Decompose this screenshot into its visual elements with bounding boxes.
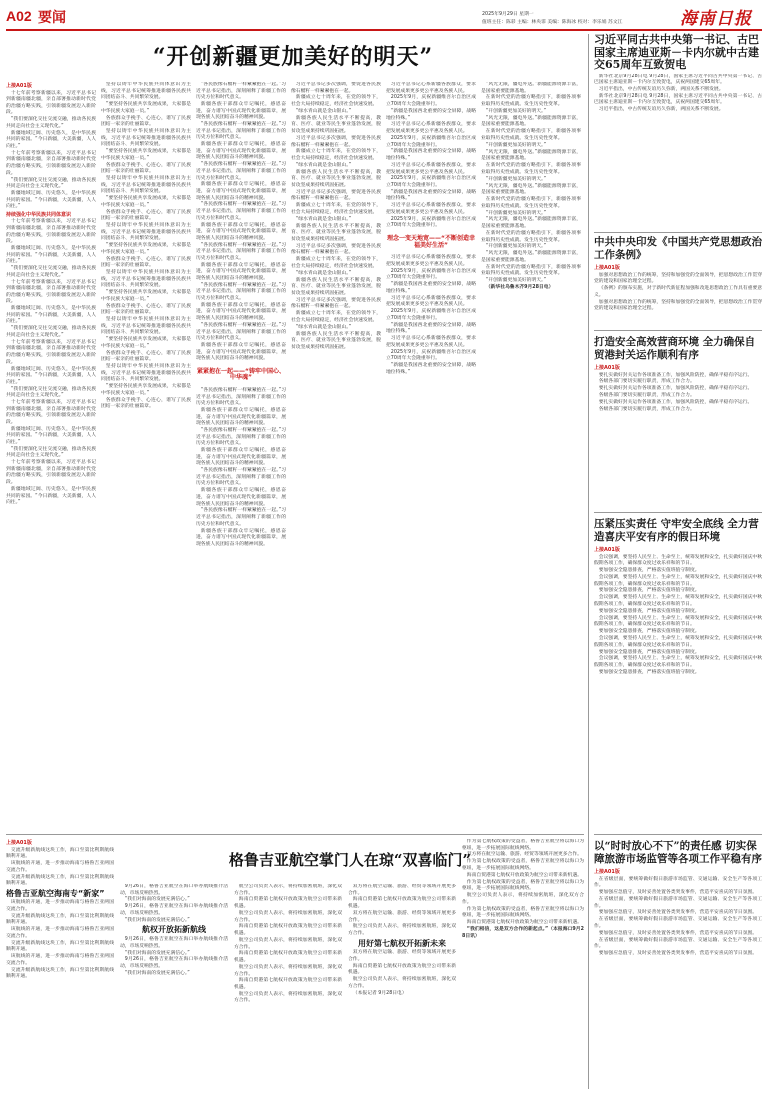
paragraph: 十七年前考察新疆以来，习近平总书记到新疆南疆北疆，亲自部署推动新时代党的治疆方略实践，引领新疆发展迈入新阶段。 (6, 460, 96, 486)
paragraph: 在省级层面，要统筹做好假日旅游市场监管、交通运输、安全生产等各项工作。 (594, 917, 762, 929)
sidebar-divider (594, 232, 762, 233)
paragraph: 双方将在航空运输、旅游、经贸等领域开展更多合作。 (348, 950, 456, 962)
main-column-2 (101, 82, 191, 832)
continued-tag: 上接A01版 (594, 547, 620, 553)
sidebar-article-3 (594, 336, 762, 514)
paragraph: 新疆地域辽阔、历史悠久，是中华民族共同的家园。“今日新疆，大美新疆，人人向往。” (6, 426, 96, 445)
paragraph: 新疆各族人民生活水平不断提高，教育、医疗、就业等民生事业蓬勃发展，脱贫攻坚成果持续巩固拓展。 (291, 331, 381, 350)
paragraph: 交流升级新航线这块工作，海口至第比利斯航线顺利开通。 (6, 967, 114, 980)
paragraph: 在省级层面，要统筹做好假日旅游市场监管、交通运输、安全生产等各项工作。 (594, 896, 762, 909)
paragraph: 新疆地域辽阔、历史悠久，是中华民族共同的家园。“今日新疆，大美新疆，人人向往。” (6, 306, 96, 325)
paragraph: 坚持以铸牢中华民族共同体意识为主线，习近平总书记统筹推进新疆各民族共同团结奋斗、共同繁荣发展。 (101, 82, 191, 101)
paragraph: 新疆各族人民生活水平不断提高，教育、医疗、就业等民生事业蓬勃发展，脱贫攻坚成果持续巩固拓展。 (291, 169, 381, 188)
paragraph: 新疆地域辽阔、历史悠久，是中华民族共同的家园。“今日新疆，大美新疆，人人向往。” (6, 190, 96, 210)
paragraph: 作为第七航权政策的受益者，格鲁吉亚航空将以海口为枢纽，进一步拓展国际航线网络。 (462, 879, 584, 892)
paragraph: “各民族像石榴籽一样紧紧抱在一起。”习近平总书记指出，深刻阐释了新疆工作的历史方位和时代意义。 (196, 322, 286, 342)
paragraph: “要坚持各民族共享发展成果，大家都是中华民族大家庭一员。” (101, 196, 191, 208)
paragraph: 习近平总书记多次强调，要促进各民族像石榴籽一样紧紧抱在一起。 (291, 82, 381, 94)
bottom-column-2 (120, 884, 228, 1091)
paragraph: 在新时代党的治疆方略指引下，新疆各项事业取得历史性成就、发生历史性变革。 (481, 163, 581, 175)
paragraph: 海南自贸港第七航权开放政策为航空公司带来新机遇。 (348, 963, 456, 976)
paragraph: “开创新疆更加美好的明天。” (485, 278, 546, 284)
paragraph: “各民族像石榴籽一样紧紧抱在一起。”习近平总书记指出，深刻阐释了新疆工作的历史方位和时代意义。 (196, 122, 286, 141)
paragraph: 各级各部门要切实履行职责，形成工作合力。 (598, 407, 695, 413)
paragraph: “各民族像石榴籽一样紧紧抱在一起。”习近平总书记指出，深刻阐释了新疆工作的历史方位和时代意义。 (196, 162, 286, 181)
paragraph: 习近平指出，中古传统友谊历久弥新，两国关系不断发展。 (598, 107, 724, 113)
paragraph: 十七年前考察新疆以来，习近平总书记到新疆南疆北疆，亲自部署推动新时代党的治疆方略实践，引领新疆发展迈入新阶段。 (6, 339, 96, 365)
paragraph: 新疆地域辽阔、历史悠久，是中华民族共同的家园。“今日新疆，大美新疆，人人向往。” (6, 486, 96, 506)
paragraph: 坚持以铸牢中华民族共同体意识为主线，习近平总书记统筹推进新疆各民族共同团结奋斗、共同繁荣发展。 (101, 129, 191, 148)
paragraph: 新疆各族干部群众牢记嘱托，感恩奋进，奋力谱写中国式现代化新疆篇章，展现各族人民团结奋斗的精神风貌。 (196, 302, 286, 322)
bottom-column-3 (234, 884, 342, 1091)
continued-tag: 上接A01版 (6, 840, 32, 846)
paragraph: 习近平总书记心系新疆各族群众，要求把发展成果更多更公平惠及各族人民。 (386, 82, 476, 94)
paragraph: 作为第七航权政策的受益者，格鲁吉亚航空将以海口为枢纽，进一步拓展国际航线网络。 (462, 859, 584, 871)
continued-tag: 上接A01版 (594, 265, 620, 271)
paragraph: 习近平总书记心系新疆各族群众，要求把发展成果更多更公平惠及各族人民。 (386, 295, 476, 308)
paragraph: 该航线的开通，进一步推动海南与格鲁吉亚两国交流合作。 (6, 954, 114, 966)
paragraph: 航空公司负责人表示，将持续加密航班，深化双方合作。 (348, 977, 456, 989)
paragraph: “绿水青山就是金山银山。” (295, 162, 352, 168)
sidebar-headline: 压紧压实责任 守牢安全底线 全力营造喜庆平安有序的假日环境 (594, 518, 759, 543)
paragraph: 习近平总书记多次强调，要促进各民族像石榴籽一样紧紧抱在一起。 (291, 243, 381, 256)
sidebar-headline: 中共中央印发《中国共产党思想政治工作条例》 (594, 236, 762, 261)
sidebar-body (594, 546, 762, 801)
paragraph: “我们要深化交往交流交融，推动各民族共同走向社会主义现代化。” (6, 177, 96, 190)
paragraph: 交流升级新航线这块工作，海口至第比利斯航线顺利开通。 (6, 913, 114, 926)
paragraph: 要加强安全隐患排查，严格落实值班值守制度。 (598, 629, 700, 635)
sidebar-body (594, 868, 762, 1078)
paragraph: 双方将在航空运输、旅游、经贸等领域开展更多合作。 (348, 884, 456, 896)
paragraph: 加强对思想政治工作的统筹，坚持和加强党的全面领导，把思想政治工作贯穿党的建设和国家治理全过程。 (594, 272, 762, 285)
continued-tag: 上接A01版 (594, 365, 620, 371)
paragraph: 新疆地域辽阔、历史悠久，是中华民族共同的家园。“今日新疆，大美新疆，人人向往。” (6, 366, 96, 385)
paragraph: 作为第七航权政策的受益者，格鲁吉亚航空将以海口为枢纽，进一步拓展国际航线网络。 (462, 906, 584, 919)
paragraph: 在省级层面，要统筹做好假日旅游市场监管、交通运输、安全生产等各项工作。 (594, 876, 762, 889)
paragraph: “要坚持各民族共享发展成果，大家都是中华民族大家庭一员。” (101, 149, 191, 161)
paragraph: “各民族像石榴籽一样紧紧抱在一起。”习近平总书记指出，深刻阐释了新疆工作的历史方位和时代意义。 (196, 508, 286, 527)
paragraph: 2025年9月，庆祝新疆维吾尔自治区成立70周年大会隆重举行。 (386, 135, 476, 148)
paragraph: 十七年前考察新疆以来，习近平总书记到新疆南疆北疆，亲自部署推动新时代党的治疆方略实践，引领新疆发展迈入新阶段。 (6, 150, 96, 176)
paragraph: 9月26日，格鲁吉亚航空在海口举办航线推介活动，市场反响热烈。 (120, 957, 228, 970)
paragraph: “新疆是我国西北重要的安全屏障，战略地位特殊。” (386, 363, 476, 375)
paragraph: “绿水青山就是金山银山。” (295, 324, 352, 330)
bottom-column-1 (6, 839, 114, 1091)
paragraph: “各民族像石榴籽一样紧紧抱在一起。”习近平总书记指出，深刻阐释了新疆工作的历史方位和时代意义。 (196, 468, 286, 487)
paragraph: 会议强调，要坚持人民至上、生命至上，统筹发展和安全，扎实做好国庆中秋假期各项工作，确保群众度过欢乐祥和的节日。 (594, 615, 762, 628)
paragraph: 海南自贸港第七航权开放政策为航空公司带来新机遇。 (466, 920, 582, 926)
paragraph: 坚持以铸牢中华民族共同体意识为主线，习近平总书记统筹推进新疆各民族共同团结奋斗、共同繁荣发展。 (101, 176, 191, 195)
paragraph: “开创新疆更加美好的明天。” (485, 142, 546, 148)
paragraph: 海南自贸港第七航权开放政策为航空公司带来新机遇。 (234, 897, 342, 910)
paragraph: 新疆成立七十周年来，在党的领导下，社会大局持续稳定，经济社会快速发展。 (291, 311, 381, 323)
continued-tag: 上接A01版 (594, 869, 620, 875)
paragraph: 海南自贸港第七航权开放政策为航空公司带来新机遇。 (234, 978, 342, 990)
paragraph: 新华社北京9月28日电 9月28日，国家主席习近平同古共中央第一书记、古巴国家主席迪亚斯－卡内尔互致贺电，庆祝两国建交65周年。 (594, 93, 762, 106)
paragraph: “各民族像石榴籽一样紧紧抱在一起。”习近平总书记指出，深刻阐释了新疆工作的历史方位和时代意义。 (196, 82, 286, 101)
sidebar-body (594, 364, 762, 514)
paragraph: 习近平总书记心系新疆各族群众，要求把发展成果更多更公平惠及各族人民。 (386, 162, 476, 175)
paragraph: 习近平总书记心系新疆各族群众，要求把发展成果更多更公平惠及各族人民。 (386, 122, 476, 135)
continued-tag: 上接A01版 (6, 83, 32, 89)
paragraph: “风光无限，疆电外送。”新疆能源资源丰富，是国家重要能源基地。 (481, 183, 581, 196)
paragraph: “各民族像石榴籽一样紧紧抱在一起。”习近平总书记指出，深刻阐释了新疆工作的历史方位和时代意义。 (196, 202, 286, 221)
paragraph: 各族群众手挽手、心连心，谱写了民族团结一家亲的壮丽篇章。 (101, 209, 191, 222)
bottom-column-5 (462, 839, 584, 1091)
subheading: 格鲁吉亚航空海南专“新家” (6, 888, 105, 898)
paragraph: 会议强调，要坚持人民至上、生命至上，统筹发展和安全，扎实做好国庆中秋假期各项工作，确保群众度过欢乐祥和的节日。 (594, 574, 762, 587)
sidebar-divider (594, 512, 762, 513)
paragraph: “开创新疆更加美好的明天。” (485, 108, 546, 114)
paragraph: 要加强应急值守，及时妥善处置各类突发事件，营造平安喜庆的节日氛围。 (598, 910, 758, 916)
paragraph: 新疆地域辽阔、历史悠久，是中华民族共同的家园。“今日新疆，大美新疆，人人向往。” (6, 246, 96, 265)
subheading: 紧紧抱在一起——“铸牢中国心、中华魂” (197, 367, 285, 382)
main-column-5 (386, 82, 476, 832)
paragraph: 十七年前考察新疆以来，习近平总书记到新疆南疆北疆，亲自部署推动新时代党的治疆方略实践，引领新疆发展迈入新阶段。 (6, 219, 96, 245)
paragraph: 要扎实做好封关运作各项准备工作，加强风险防控，确保平稳有序运行。 (598, 372, 753, 378)
paragraph: 航空公司负责人表示，将持续加密航班，深化双方合作。 (234, 884, 342, 896)
brand-logo: 海南日报 (680, 9, 752, 29)
paragraph: 2025年9月，庆祝新疆维吾尔自治区成立70周年大会隆重举行。 (386, 349, 476, 362)
paragraph: “各民族像石榴籽一样紧紧抱在一起。”习近平总书记指出，深刻阐释了新疆工作的历史方位和时代意义。 (196, 387, 286, 407)
paragraph: 新疆各族干部群众牢记嘱托，感恩奋进，奋力谱写中国式现代化新疆篇章，展现各族人民团结奋斗的精神风貌。 (196, 222, 286, 241)
sidebar-article-2 (594, 236, 762, 332)
paragraph: 坚持以铸牢中华民族共同体意识为主线，习近平总书记统筹推进新疆各民族共同团结奋斗、共同繁荣发展。 (101, 317, 191, 336)
section-name: 要闻 (38, 10, 66, 26)
paragraph: 习近平总书记心系新疆各族群众，要求把发展成果更多更公平惠及各族人民。 (386, 203, 476, 215)
paragraph: 习近平指出，中古传统友谊历久弥新，两国关系不断发展。 (598, 86, 724, 92)
paragraph: 航空公司负责人表示，将持续加密航班，深化双方合作。 (234, 964, 342, 977)
paragraph: 新疆成立七十周年来，在党的领导下，社会大局持续稳定，经济社会快速发展。 (291, 257, 381, 269)
paragraph: 2025年9月，庆祝新疆维吾尔自治区成立70周年大会隆重举行。 (386, 309, 476, 321)
paragraph: 在新时代党的治疆方略指引下，新疆各项事业取得历史性成就、发生历史性变革。 (481, 129, 581, 141)
paragraph: “新疆是我国西北重要的安全屏障，战略地位特殊。” (386, 282, 476, 294)
paragraph: 会议强调，要坚持人民至上、生命至上，统筹发展和安全，扎实做好国庆中秋假期各项工作，确保群众度过欢乐祥和的节日。 (594, 554, 762, 567)
paragraph: “绿水青山就是金山银山。” (295, 108, 352, 114)
paragraph: 新疆成立七十周年来，在党的领导下，社会大局持续稳定，经济社会快速发展。 (291, 149, 381, 162)
paragraph: “开创新疆更加美好的明天。” (485, 210, 546, 216)
sidebar-headline: 打造安全高效营商环境 全力确保自贸港封关运作顺利有序 (594, 336, 756, 361)
paragraph: 在省级层面，要统筹做好假日旅游市场监管、交通运输、安全生产等各项工作。 (594, 937, 762, 950)
paragraph: 交流升级新航线这块工作，海口至第比利斯航线顺利开通。 (6, 847, 114, 860)
paragraph: 各族群众手挽手、心连心，谱写了民族团结一家亲的壮丽篇章。 (101, 303, 191, 316)
paragraph: 作为第七航权政策的受益者，格鲁吉亚航空将以海口为枢纽，进一步拓展国际航线网络。 (462, 839, 584, 851)
paragraph: 新疆各族干部群众牢记嘱托，感恩奋进，奋力谱写中国式现代化新疆篇章，展现各族人民团结奋斗的精神风貌。 (196, 262, 286, 281)
paragraph: “我们要深化交往交流交融，推动各民族共同走向社会主义现代化。” (6, 117, 96, 129)
sidebar-body (594, 264, 762, 332)
paragraph: “各民族像石榴籽一样紧紧抱在一起。”习近平总书记指出，深刻阐释了新疆工作的历史方位和时代意义。 (196, 282, 286, 301)
paragraph: 加强对思想政治工作的统筹，坚持和加强党的全面领导，把思想政治工作贯穿党的建设和国家治理全过程。 (594, 299, 762, 312)
bottom-headline: 格鲁吉亚航空掌门人在琼“双喜临门” (228, 851, 472, 869)
paragraph: 海南自贸港第七航权开放政策为航空公司带来新机遇。 (466, 872, 582, 878)
paragraph: 新华社北京9月28日电 9月28日，国家主席习近平同古共中央第一书记、古巴国家主席迪亚斯－卡内尔互致贺电，庆祝两国建交65周年。 (594, 73, 762, 86)
paragraph: “要坚持各民族共享发展成果，大家都是中华民族大家庭一员。” (101, 102, 191, 114)
paragraph: “我们对海南的发展充满信心。” (124, 950, 190, 956)
paragraph: 各族群众手挽手、心连心，谱写了民族团结一家亲的壮丽篇章。 (101, 397, 191, 410)
paragraph: 各族群众手挽手、心连心，谱写了民族团结一家亲的壮丽篇章。 (101, 115, 191, 128)
paragraph: 会议强调，要坚持人民至上、生命至上，统筹发展和安全，扎实做好国庆中秋假期各项工作，确保群众度过欢乐祥和的节日。 (594, 656, 762, 669)
paragraph: 要加强应急值守，及时妥善处置各类突发事件，营造平安喜庆的节日氛围。 (598, 951, 758, 957)
paragraph: “要坚持各民族共享发展成果，大家都是中华民族大家庭一员。” (101, 337, 191, 349)
dateline: （新华社乌鲁木齐9月28日电） (485, 285, 554, 291)
main-title: “开创新疆更加美好的明天” (152, 44, 434, 70)
paragraph: “我们对海南的发展充满信心。” (124, 917, 190, 923)
paragraph: “各民族像石榴籽一样紧紧抱在一起。”习近平总书记指出，深刻阐释了新疆工作的历史方位和时代意义。 (196, 242, 286, 261)
paragraph: 新疆各族干部群众牢记嘱托，感恩奋进，奋力谱写中国式现代化新疆篇章，展现各族人民团结奋斗的精神风貌。 (196, 343, 286, 362)
paragraph: 坚持以铸牢中华民族共同体意识为主线，习近平总书记统筹推进新疆各民族共同团结奋斗、共同繁荣发展。 (101, 270, 191, 289)
paragraph: “要坚持各民族共享发展成果，大家都是中华民族大家庭一员。” (101, 243, 191, 255)
paragraph: 2025年9月，庆祝新疆维吾尔自治区成立70周年大会隆重举行。 (386, 268, 476, 281)
column-divider (588, 34, 589, 1089)
paragraph: 2025年9月，庆祝新疆维吾尔自治区成立70周年大会隆重举行。 (386, 95, 476, 108)
paragraph: “风光无限，疆电外送。”新疆能源资源丰富，是国家重要能源基地。 (481, 251, 581, 263)
bottom-column-4 (348, 884, 456, 1091)
paragraph: 新疆成立七十周年来，在党的领导下，社会大局持续稳定，经济社会快速发展。 (291, 203, 381, 215)
sidebar-headline: 以“时时放心不下”的责任感 切实保障旅游市场监管等各项工作平稳有序 (594, 840, 762, 865)
paragraph: 海南自贸港第七航权开放政策为航空公司带来新机遇。 (234, 924, 342, 937)
page-number: A02 (6, 8, 32, 24)
paragraph: 新疆各族干部群众牢记嘱托，感恩奋进，奋力谱写中国式现代化新疆篇章，展现各族人民团结奋斗的精神风貌。 (196, 408, 286, 427)
header-rule (6, 29, 762, 31)
paragraph: 航空公司负责人表示，将持续加密航班，深化双方合作。 (234, 937, 342, 950)
paragraph: 要加强应急值守，及时妥善处置各类突发事件，营造平安喜庆的节日氛围。 (598, 930, 758, 936)
paragraph: 十七年前考察新疆以来，习近平总书记到新疆南疆北疆，亲自部署推动新时代党的治疆方略实践，引领新疆发展迈入新阶段。 (6, 400, 96, 425)
paragraph: 新疆成立七十周年来，在党的领导下，社会大局持续稳定，经济社会快速发展。 (291, 95, 381, 108)
paragraph: 新疆各族干部群众牢记嘱托，感恩奋进，奋力谱写中国式现代化新疆篇章，展现各族人民团结奋斗的精神风貌。 (196, 102, 286, 121)
main-column-1 (6, 82, 96, 832)
main-column-6 (481, 82, 581, 832)
paragraph: 2025年9月，庆祝新疆维吾尔自治区成立70周年大会隆重举行。 (386, 176, 476, 188)
paragraph: “绿水青山就是金山银山。” (295, 270, 352, 276)
paragraph: “开创新疆更加美好的明天。” (485, 176, 546, 182)
paragraph: 9月26日，格鲁吉亚航空在海口举办航线推介活动，市场反响热烈。 (120, 884, 228, 896)
paragraph: 双方将在航空运输、旅游、经贸等领域开展更多合作。 (466, 852, 582, 858)
subheading: 航权开放拓新航线 (142, 925, 206, 935)
paragraph: “要坚持各民族共享发展成果，大家都是中华民族大家庭一员。” (101, 290, 191, 302)
paragraph: 要扎实做好封关运作各项准备工作，加强风险防控，确保平稳有序运行。 (598, 400, 753, 406)
paragraph: “风光无限，疆电外送。”新疆能源资源丰富，是国家重要能源基地。 (481, 82, 581, 94)
paragraph: 2025年9月，庆祝新疆维吾尔自治区成立70周年大会隆重举行。 (386, 216, 476, 229)
paragraph: 新疆各族干部群众牢记嘱托，感恩奋进，奋力谱写中国式现代化新疆篇章，展现各族人民团结奋斗的精神风貌。 (196, 142, 286, 161)
paragraph: 要加强安全隐患排查，严格落实值班值守制度。 (598, 669, 700, 675)
paragraph: 各族群众手挽手、心连心，谱写了民族团结一家亲的壮丽篇章。 (101, 350, 191, 363)
paragraph: 交流升级新航线这块工作，海口至第比利斯航线顺利开通。 (6, 940, 114, 953)
sidebar-divider (594, 834, 762, 835)
paragraph: 要加强安全隐患排查，严格落实值班值守制度。 (598, 588, 700, 594)
sidebar-article-4 (594, 518, 762, 801)
paragraph: 会议强调，要坚持人民至上、生命至上，统筹发展和安全，扎实做好国庆中秋假期各项工作，确保群众度过欢乐祥和的节日。 (594, 636, 762, 648)
paragraph: 新疆地域辽阔、历史悠久，是中华民族共同的家园。“今日新疆，大美新疆，人人向往。” (6, 130, 96, 149)
paragraph: 航空公司负责人表示，将持续加密航班，深化双方合作。 (462, 893, 584, 905)
paragraph: 该航线的开通，进一步推动海南与格鲁吉亚两国交流合作。 (6, 900, 114, 912)
paragraph: “我们要深化交往交流交融，推动各民族共同走向社会主义现代化。” (6, 446, 96, 459)
subheading: 用好第七航权开拓新未来 (358, 938, 446, 948)
paragraph: 《条例》的颁布实施，对于新时代新征程加强和改进思想政治工作具有重要意义。 (594, 286, 762, 298)
paragraph: 十七年前考察新疆以来，习近平总书记到新疆南疆北疆，亲自部署推动新时代党的治疆方略实践，引领新疆发展迈入新阶段。 (6, 90, 96, 116)
sidebar-body (594, 74, 762, 150)
paragraph: “风光无限，疆电外送。”新疆能源资源丰富，是国家重要能源基地。 (481, 149, 581, 162)
main-column-4 (291, 82, 381, 832)
sidebar-article-5 (594, 840, 762, 1078)
paragraph: “要坚持各民族共享发展成果，大家都是中华民族大家庭一员。” (101, 384, 191, 396)
paragraph: 新疆各族人民生活水平不断提高，教育、医疗、就业等民生事业蓬勃发展，脱贫攻坚成果持续巩固拓展。 (291, 223, 381, 242)
paragraph: 各级各部门要切实履行职责，形成工作合力。 (598, 393, 695, 399)
paragraph: “我们对海南的发展充满信心。” (124, 970, 190, 976)
paragraph: “风光无限，疆电外送。”新疆能源资源丰富，是国家重要能源基地。 (481, 217, 581, 230)
issue-date: 2025年9月29日 星期一 (482, 12, 534, 17)
paragraph: 各族群众手挽手、心连心，谱写了民族团结一家亲的壮丽篇章。 (101, 162, 191, 175)
paragraph: 双方将在航空运输、旅游、经贸等领域开展更多合作。 (348, 910, 456, 923)
paragraph: 要加强安全隐患排查，严格落实值班值守制度。 (598, 608, 700, 614)
paragraph: “绿水青山就是金山银山。” (295, 216, 352, 222)
paragraph: 习近平总书记多次强调，要促进各民族像石榴籽一样紧紧抱在一起。 (291, 135, 381, 148)
paragraph: 航空公司负责人表示，将持续加密航班，深化双方合作。 (348, 924, 456, 937)
paragraph: 在新时代党的治疆方略指引下，新疆各项事业取得历史性成就、发生历史性变革。 (481, 95, 581, 108)
paragraph: 各级各部门要切实履行职责，形成工作合力。 (598, 379, 695, 385)
paragraph: 要扎实做好封关运作各项准备工作，加强风险防控，确保平稳有序运行。 (598, 386, 753, 392)
paragraph: “开创新疆更加美好的明天。” (485, 244, 546, 250)
paragraph: 要加强安全隐患排查，严格落实值班值守制度。 (598, 568, 700, 574)
dateline: “我们相信，这是双方合作的新起点。”（本报海口9月28日讯） (462, 927, 584, 939)
paragraph: 要加强应急值守，及时妥善处置各类突发事件，营造平安喜庆的节日氛围。 (598, 890, 758, 896)
sidebar-divider (594, 330, 762, 331)
paragraph: 坚持以铸牢中华民族共同体意识为主线，习近平总书记统筹推进新疆各民族共同团结奋斗、共同繁荣发展。 (101, 223, 191, 242)
paragraph: 航空公司负责人表示，将持续加密航班，深化双方合作。 (234, 910, 342, 923)
paragraph: “我们要深化交往交流交融，推动各民族共同走向社会主义现代化。” (6, 326, 96, 338)
paragraph: 该航线的开通，进一步推动海南与格鲁吉亚两国交流合作。 (6, 927, 114, 939)
editor-credits: 值班主任：陈彩 主编：林央霏 美编：陈海冰 校对：李乐娟 苏文江 (482, 20, 623, 25)
paragraph: 会议强调，要坚持人民至上、生命至上，统筹发展和安全，扎实做好国庆中秋假期各项工作，确保群众度过欢乐祥和的节日。 (594, 595, 762, 607)
paragraph: 在新时代党的治疆方略指引下，新疆各项事业取得历史性成就、发生历史性变革。 (481, 197, 581, 209)
paragraph: 交流升级新航线这块工作，海口至第比利斯航线顺利开通。 (6, 874, 114, 887)
paragraph: 该航线的开通，进一步推动海南与格鲁吉亚两国交流合作。 (6, 861, 114, 873)
paragraph: 坚持以铸牢中华民族共同体意识为主线，习近平总书记统筹推进新疆各民族共同团结奋斗、共同繁荣发展。 (101, 364, 191, 383)
subheading: 理念一变天地宽——“不断创造幸福美好生活” (387, 235, 475, 249)
paragraph: 新疆各族干部群众牢记嘱托，感恩奋进，奋力谱写中国式现代化新疆篇章，展现各族人民团结奋斗的精神风貌。 (196, 528, 286, 547)
paragraph: 十七年前考察新疆以来，习近平总书记到新疆南疆北疆，亲自部署推动新时代党的治疆方略实践，引领新疆发展迈入新阶段。 (6, 279, 96, 305)
paragraph: “我们要深化交往交流交融，推动各民族共同走向社会主义现代化。” (6, 266, 96, 278)
paragraph: 海南自贸港第七航权开放政策为航空公司带来新机遇。 (348, 897, 456, 910)
paragraph: 习近平总书记多次强调，要促进各民族像石榴籽一样紧紧抱在一起。 (291, 189, 381, 202)
paragraph: 习近平总书记心系新疆各族群众，要求把发展成果更多更公平惠及各族人民。 (386, 255, 476, 267)
paragraph: 新疆各族人民生活水平不断提高，教育、医疗、就业等民生事业蓬勃发展，脱贫攻坚成果持续巩固拓展。 (291, 277, 381, 296)
paragraph: “风光无限，疆电外送。”新疆能源资源丰富，是国家重要能源基地。 (481, 115, 581, 128)
paragraph: 习近平总书记心系新疆各族群众，要求把发展成果更多更公平惠及各族人民。 (386, 336, 476, 348)
paragraph: 航空公司负责人表示，将持续加密航班，深化双方合作。 (234, 991, 342, 1004)
paragraph: “新疆是我国西北重要的安全屏障，战略地位特殊。” (386, 108, 476, 121)
paragraph: “我们要深化交往交流交融，推动各民族共同走向社会主义现代化。” (6, 386, 96, 399)
paragraph: 新疆各族干部群众牢记嘱托，感恩奋进，奋力谱写中国式现代化新疆篇章，展现各族人民团结奋斗的精神风貌。 (196, 488, 286, 507)
sidebar-headline: 习近平同古共中央第一书记、古巴国家主席迪亚斯－卡内尔就中古建交65周年互致贺电 (594, 33, 759, 71)
dateline: （本报记者 9月28日电） (352, 990, 407, 996)
section-divider (6, 834, 584, 835)
paragraph: 9月26日，格鲁吉亚航空在海口举办航线推介活动，市场反响热烈。 (120, 904, 228, 916)
sidebar-article-1 (594, 34, 762, 150)
paragraph: “我们对海南的发展充满信心。” (124, 897, 190, 903)
paragraph: 在新时代党的治疆方略指引下，新疆各项事业取得历史性成就、发生历史性变革。 (481, 264, 581, 277)
paragraph: “新疆是我国西北重要的安全屏障，战略地位特殊。” (386, 149, 476, 162)
paragraph: 各族群众手挽手、心连心，谱写了民族团结一家亲的壮丽篇章。 (101, 256, 191, 269)
paragraph: “新疆是我国西北重要的安全屏障，战略地位特殊。” (386, 322, 476, 335)
paragraph: 习近平总书记多次强调，要促进各民族像石榴籽一样紧紧抱在一起。 (291, 297, 381, 310)
paragraph: 新疆各族干部群众牢记嘱托，感恩奋进，奋力谱写中国式现代化新疆篇章，展现各族人民团结奋斗的精神风貌。 (196, 448, 286, 467)
subheading: 持续强化中华民族共同体意识 (6, 211, 72, 218)
paragraph: 海南自贸港第七航权开放政策为航空公司带来新机遇。 (234, 951, 342, 964)
paragraph: 9月26日，格鲁吉亚航空在海口举办航线推介活动，市场反响热烈。 (120, 937, 228, 949)
paragraph: 新疆各族干部群众牢记嘱托，感恩奋进，奋力谱写中国式现代化新疆篇章，展现各族人民团结奋斗的精神风貌。 (196, 182, 286, 201)
main-column-3 (196, 82, 286, 832)
paragraph: 在新时代党的治疆方略指引下，新疆各项事业取得历史性成就、发生历史性变革。 (481, 230, 581, 243)
paragraph: “新疆是我国西北重要的安全屏障，战略地位特殊。” (386, 189, 476, 202)
paragraph: 要加强安全隐患排查，严格落实值班值守制度。 (598, 649, 700, 655)
paragraph: 新疆各族人民生活水平不断提高，教育、医疗、就业等民生事业蓬勃发展，脱贫攻坚成果持续巩固拓展。 (291, 115, 381, 135)
paragraph: “各民族像石榴籽一样紧紧抱在一起。”习近平总书记指出，深刻阐释了新疆工作的历史方位和时代意义。 (196, 428, 286, 447)
